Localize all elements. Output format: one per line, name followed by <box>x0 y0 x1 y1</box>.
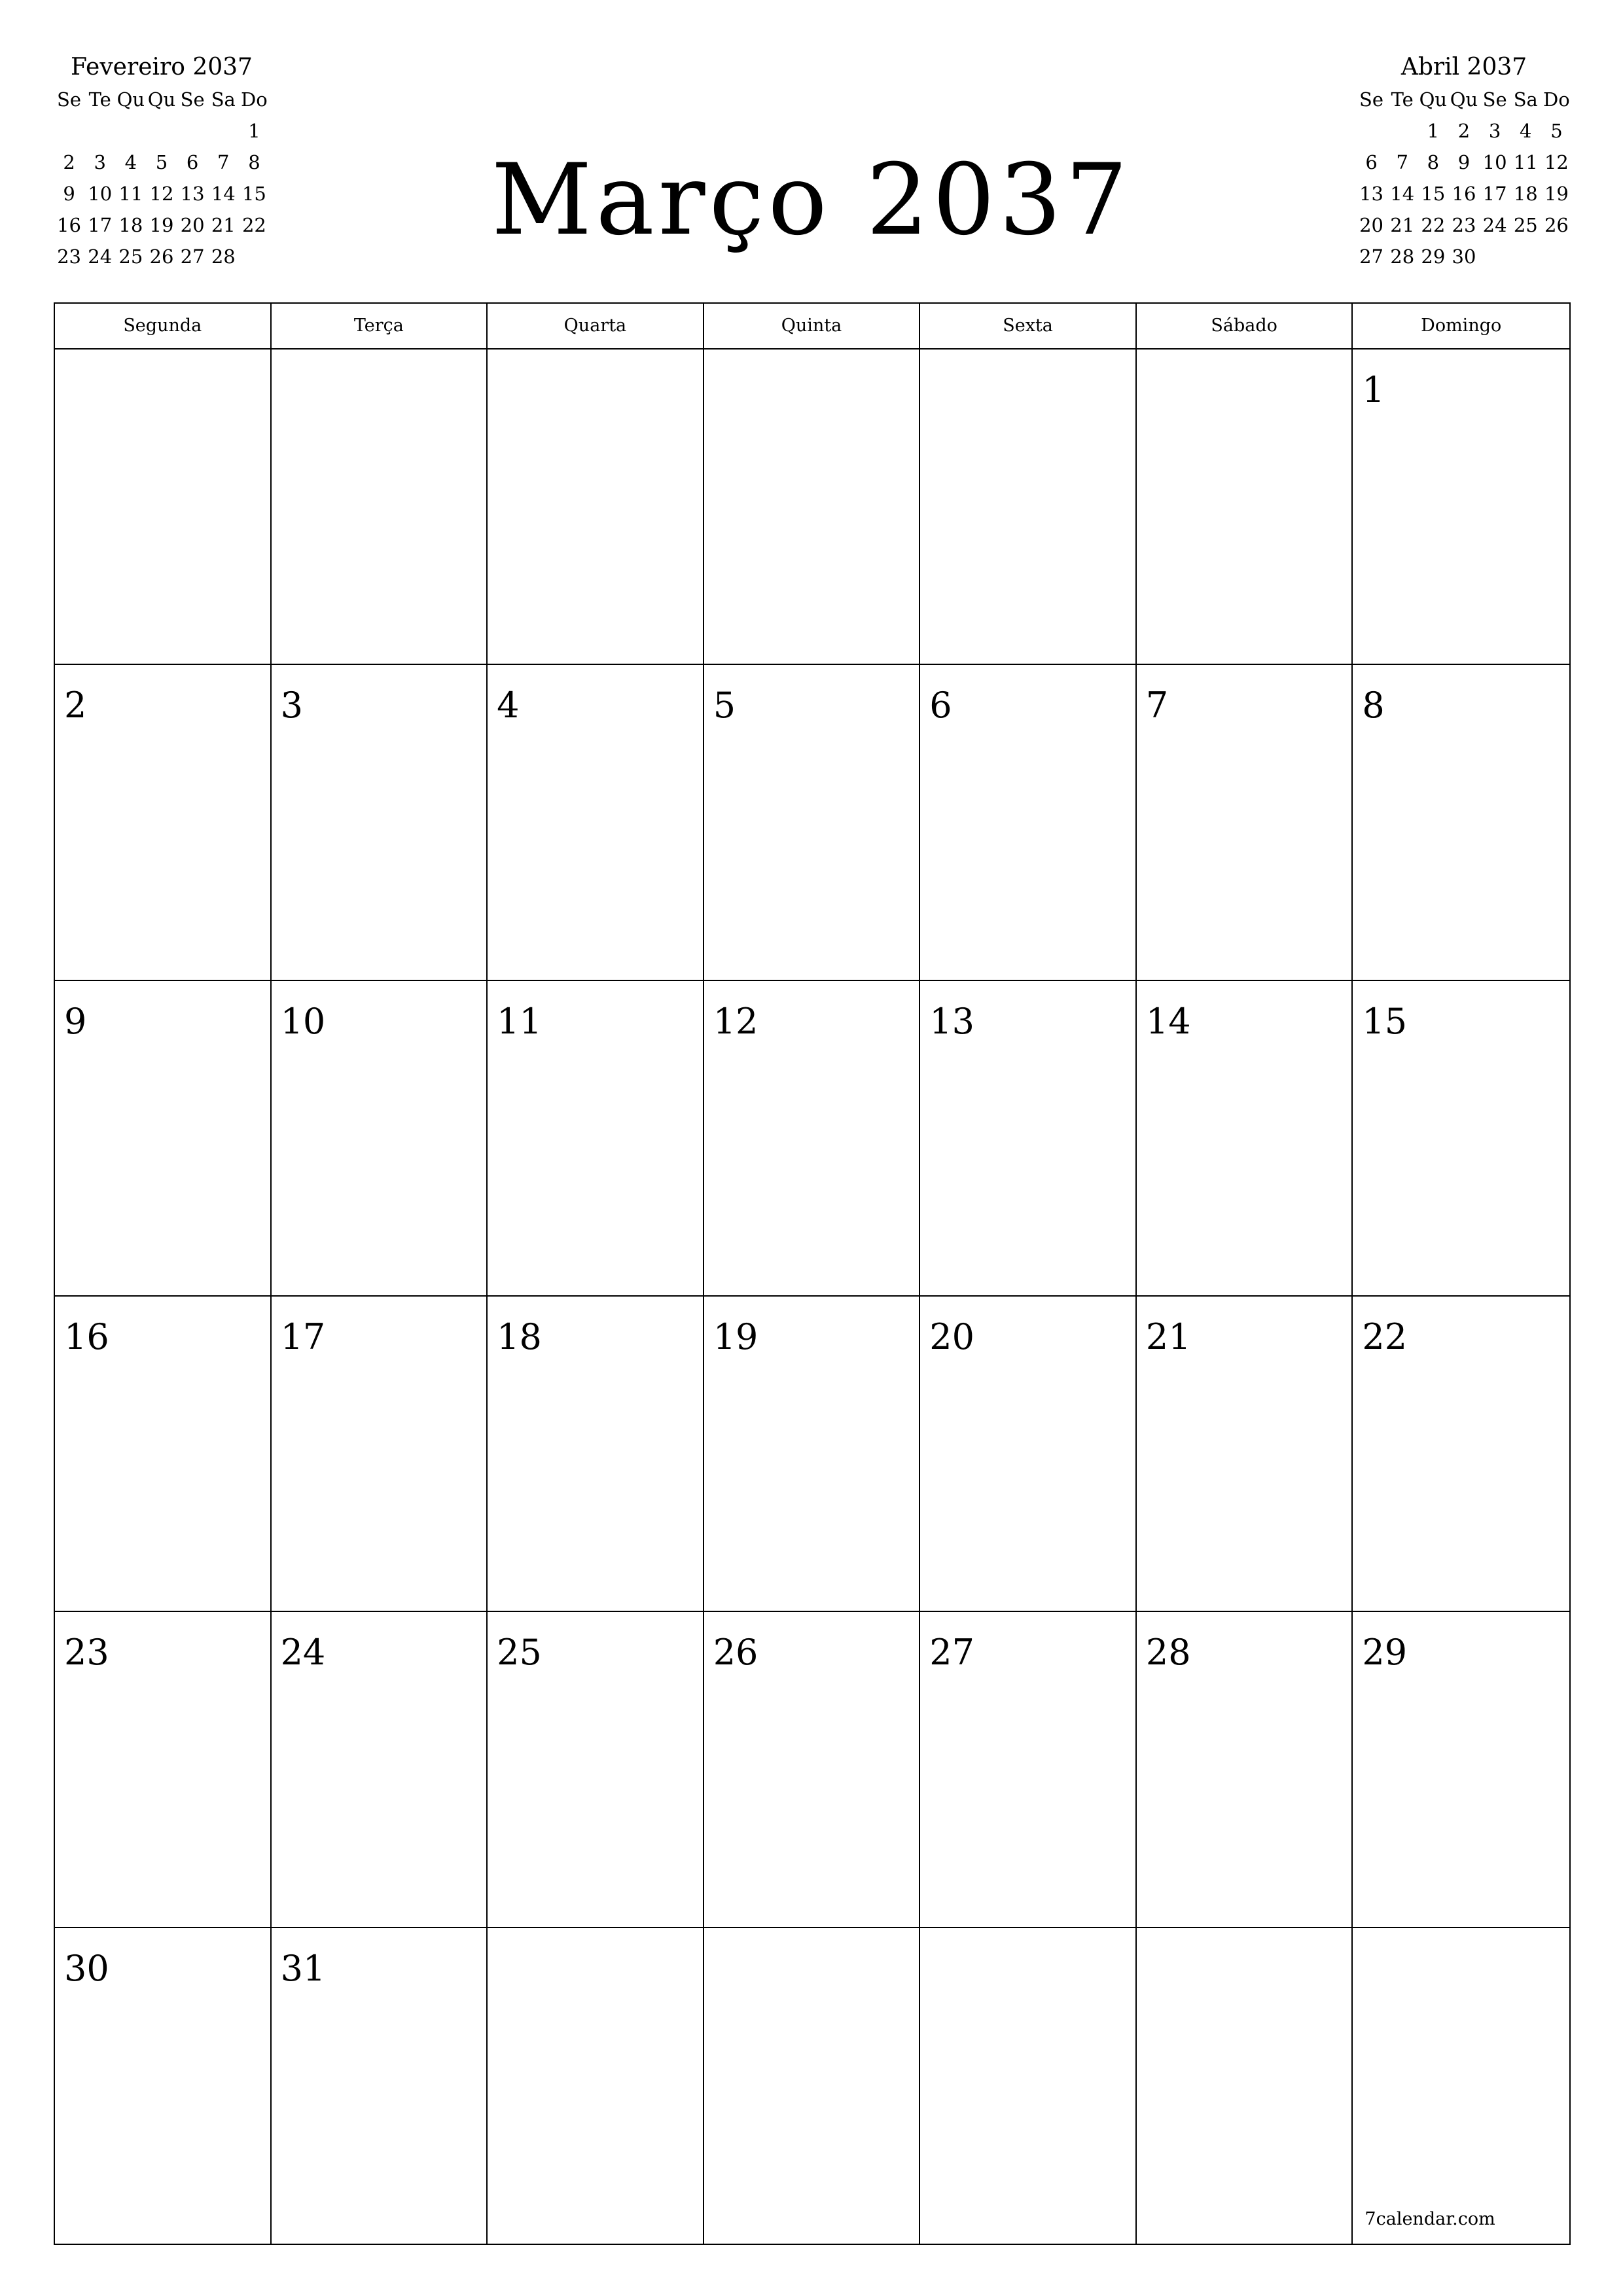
weekday-header: Terça <box>272 304 488 350</box>
mini-day-number: 12 <box>1544 151 1569 173</box>
day-number: 31 <box>280 1947 326 1989</box>
day-number: 12 <box>713 1000 758 1042</box>
weekday-abbrev: Sa <box>211 88 236 111</box>
mini-day-number <box>1387 115 1418 147</box>
mini-day-number: 5 <box>155 151 168 173</box>
day-number: 28 <box>1145 1632 1191 1674</box>
day-cell[interactable] <box>1353 981 1569 1297</box>
day-number: 20 <box>929 1316 974 1357</box>
weekday-abbrev: Qu <box>147 88 176 111</box>
mini-calendar-title: Abril 2037 <box>1400 54 1527 81</box>
weekday-abbrev: Te <box>1391 88 1414 111</box>
day-cell[interactable] <box>920 350 1137 665</box>
day-number: 7 <box>1145 685 1169 726</box>
day-number: 3 <box>280 685 303 726</box>
mini-day-number: 17 <box>88 214 113 236</box>
mini-day-number: 6 <box>1365 151 1378 173</box>
mini-day-number <box>1541 241 1572 272</box>
day-cell[interactable] <box>55 350 272 665</box>
day-cell[interactable] <box>1353 1612 1569 1928</box>
mini-day-number: 14 <box>211 183 236 205</box>
day-number: 6 <box>929 685 952 726</box>
day-cell[interactable] <box>1353 665 1569 980</box>
mini-day-number: 10 <box>1482 151 1507 173</box>
day-number: 18 <box>497 1316 542 1357</box>
mini-day-number: 23 <box>57 245 82 268</box>
day-cell[interactable] <box>704 665 921 980</box>
weekday-header: Quarta <box>488 304 704 350</box>
day-cell[interactable] <box>920 1928 1137 2244</box>
day-number: 24 <box>280 1632 326 1674</box>
day-cell[interactable] <box>704 981 921 1297</box>
weekday-abbrev: Te <box>88 88 111 111</box>
mini-day-number: 25 <box>118 245 143 268</box>
mini-day-number: 2 <box>63 151 75 173</box>
mini-day-number: 14 <box>1390 183 1415 205</box>
day-cell[interactable] <box>1137 1928 1353 2244</box>
mini-day-number: 25 <box>1513 214 1538 236</box>
day-cell[interactable] <box>488 665 704 980</box>
mini-day-number: 1 <box>248 120 260 142</box>
weekday-header: Sábado <box>1137 304 1353 350</box>
day-cell[interactable] <box>488 981 704 1297</box>
mini-day-number: 10 <box>88 183 113 205</box>
mini-day-number: 21 <box>211 214 236 236</box>
mini-day-number: 28 <box>1390 245 1415 268</box>
day-number: 14 <box>1145 1000 1191 1042</box>
day-cell[interactable] <box>1137 350 1353 665</box>
mini-day-number: 11 <box>118 183 143 205</box>
mini-day-number: 26 <box>149 245 174 268</box>
mini-day-number: 26 <box>1544 214 1569 236</box>
day-cell[interactable] <box>55 1612 272 1928</box>
weekday-header: Quinta <box>704 304 921 350</box>
mini-day-number: 4 <box>124 151 137 173</box>
day-cell[interactable] <box>704 1297 921 1612</box>
mini-day-number: 16 <box>57 214 82 236</box>
footer-credit: 7calendar.com <box>1364 2209 1495 2229</box>
mini-day-number: 5 <box>1550 120 1563 142</box>
mini-day-number: 20 <box>180 214 205 236</box>
day-number: 5 <box>713 685 736 726</box>
day-number: 27 <box>929 1632 974 1674</box>
day-cell[interactable] <box>1137 1297 1353 1612</box>
day-cell[interactable] <box>488 350 704 665</box>
day-cell[interactable] <box>272 1928 488 2244</box>
day-number: 25 <box>497 1632 542 1674</box>
mini-day-number: 1 <box>1427 120 1440 142</box>
mini-day-number: 20 <box>1359 214 1384 236</box>
weekday-abbrev: Qu <box>116 88 145 111</box>
mini-day-number: 16 <box>1452 183 1476 205</box>
day-cell[interactable] <box>920 665 1137 980</box>
mini-day-number: 2 <box>1457 120 1471 142</box>
mini-day-number: 30 <box>1452 245 1476 268</box>
mini-day-number: 13 <box>1359 183 1384 205</box>
day-number: 16 <box>64 1316 109 1357</box>
page-title: Março 2037 <box>491 143 1132 257</box>
weekday-abbrev: Sa <box>1513 88 1538 111</box>
mini-day-number: 22 <box>241 214 266 236</box>
day-cell[interactable] <box>272 1297 488 1612</box>
day-cell[interactable] <box>920 1612 1137 1928</box>
mini-day-number: 22 <box>1421 214 1446 236</box>
day-cell[interactable] <box>488 1928 704 2244</box>
weekday-header: Segunda <box>55 304 272 350</box>
mini-day-number: 4 <box>1520 120 1532 142</box>
day-cell[interactable] <box>1353 350 1569 665</box>
mini-day-number: 19 <box>149 214 174 236</box>
day-number: 29 <box>1362 1632 1408 1674</box>
weekday-abbrev: Qu <box>1419 88 1448 111</box>
mini-day-number: 27 <box>180 245 205 268</box>
day-cell[interactable] <box>55 665 272 980</box>
day-number: 26 <box>713 1632 758 1674</box>
day-cell[interactable] <box>704 1612 921 1928</box>
day-number: 4 <box>497 685 520 726</box>
mini-day-number: 18 <box>118 214 143 236</box>
mini-day-number: 24 <box>1482 214 1507 236</box>
weekday-abbrev: Se <box>57 88 82 111</box>
mini-day-number: 11 <box>1513 151 1538 173</box>
day-number: 15 <box>1362 1000 1408 1042</box>
day-cell[interactable] <box>55 981 272 1297</box>
mini-day-number: 29 <box>1421 245 1446 268</box>
day-number: 2 <box>64 685 87 726</box>
mini-day-number <box>1510 241 1541 272</box>
mini-day-number: 27 <box>1359 245 1384 268</box>
mini-day-number: 23 <box>1452 214 1476 236</box>
day-cell[interactable] <box>920 1297 1137 1612</box>
mini-calendar-next-month <box>1356 51 1572 272</box>
mini-day-number: 12 <box>149 183 174 205</box>
mini-day-number: 21 <box>1390 214 1415 236</box>
weekday-abbrev: Qu <box>1450 88 1478 111</box>
day-number: 17 <box>280 1316 326 1357</box>
weekday-abbrev: Se <box>180 88 205 111</box>
mini-day-number: 17 <box>1482 183 1507 205</box>
mini-calendar-grid <box>1356 84 1572 272</box>
mini-day-number: 8 <box>1427 151 1440 173</box>
weekday-abbrev: Se <box>1482 88 1507 111</box>
day-cell[interactable] <box>488 1612 704 1928</box>
day-cell[interactable] <box>55 1297 272 1612</box>
mini-calendar-title: Fevereiro 2037 <box>71 54 253 81</box>
day-number: 22 <box>1362 1316 1408 1357</box>
mini-day-number: 8 <box>248 151 260 173</box>
day-cell[interactable] <box>272 1612 488 1928</box>
day-number: 10 <box>280 1000 326 1042</box>
mini-day-number: 6 <box>186 151 199 173</box>
day-number: 19 <box>713 1316 758 1357</box>
mini-day-number: 15 <box>241 183 266 205</box>
day-cell[interactable] <box>488 1297 704 1612</box>
mini-day-number <box>1356 115 1387 147</box>
weekday-abbrev: Se <box>1359 88 1384 111</box>
day-number: 21 <box>1145 1316 1191 1357</box>
day-cell[interactable] <box>1137 1612 1353 1928</box>
day-number: 30 <box>64 1947 109 1989</box>
day-cell[interactable] <box>704 350 921 665</box>
mini-day-number: 3 <box>1488 120 1501 142</box>
day-cell[interactable] <box>55 1928 272 2244</box>
mini-day-number: 9 <box>63 183 75 205</box>
mini-day-number: 24 <box>88 245 113 268</box>
day-cell[interactable] <box>1137 665 1353 980</box>
day-cell[interactable] <box>1353 1297 1569 1612</box>
day-cell[interactable] <box>704 1928 921 2244</box>
mini-day-number: 7 <box>217 151 230 173</box>
mini-day-number: 7 <box>1396 151 1408 173</box>
day-cell[interactable] <box>272 981 488 1297</box>
weekday-abbrev: Do <box>1543 88 1570 111</box>
day-cell[interactable] <box>1353 1928 1569 2244</box>
mini-day-number <box>1480 241 1510 272</box>
day-number: 8 <box>1362 685 1385 726</box>
day-number: 11 <box>497 1000 542 1042</box>
day-cell[interactable] <box>920 981 1137 1297</box>
mini-day-number: 15 <box>1421 183 1446 205</box>
weekday-header: Domingo <box>1353 304 1569 350</box>
weekday-header: Sexta <box>920 304 1137 350</box>
day-number: 23 <box>64 1632 109 1674</box>
day-cell[interactable] <box>1137 981 1353 1297</box>
day-cell[interactable] <box>272 350 488 665</box>
mini-day-number: 28 <box>211 245 236 268</box>
weekday-abbrev: Do <box>241 88 268 111</box>
mini-day-number: 13 <box>180 183 205 205</box>
calendar-grid <box>54 302 1571 2245</box>
day-number: 13 <box>929 1000 974 1042</box>
mini-day-number: 3 <box>94 151 106 173</box>
mini-day-number: 19 <box>1544 183 1569 205</box>
day-number: 1 <box>1362 369 1385 410</box>
day-number: 9 <box>64 1000 87 1042</box>
mini-day-number: 18 <box>1513 183 1538 205</box>
mini-day-number: 9 <box>1457 151 1471 173</box>
day-cell[interactable] <box>272 665 488 980</box>
